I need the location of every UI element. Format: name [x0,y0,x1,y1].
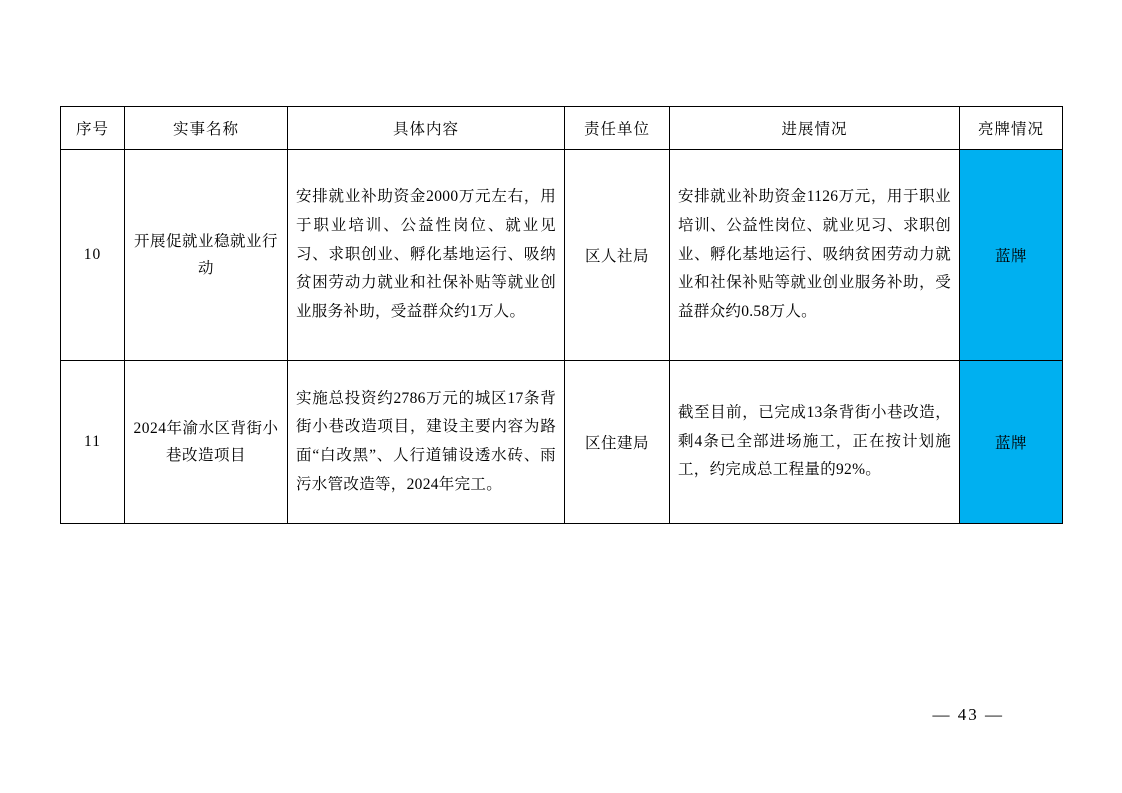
cell-flag-status: 蓝牌 [960,361,1063,524]
table-header-row [61,107,1063,150]
column-header-content: 具体内容 [288,107,565,150]
cell-flag-status: 蓝牌 [960,150,1063,361]
column-header-index: 序号 [61,107,125,150]
table-row [61,361,1063,524]
column-header-unit: 责任单位 [565,107,670,150]
cell-content: 实施总投资约2786万元的城区17条背街小巷改造项目，建设主要内容为路面“白改黑”、人行道铺设透水砖、雨污水管改造等，2024年完工。 [288,361,565,524]
cell-content: 安排就业补助资金2000万元左右，用于职业培训、公益性岗位、就业见习、求职创业、孵化基地运行、吸纳贫困劳动力就业和社保补贴等就业创业服务补助，受益群众约1万人。 [288,150,565,361]
cell-unit: 区人社局 [565,150,670,361]
cell-index: 10 [61,150,125,361]
column-header-progress: 进展情况 [670,107,960,150]
facts-progress-table [60,106,1063,524]
table-row [61,150,1063,361]
cell-name: 开展促就业稳就业行动 [125,150,288,361]
cell-unit: 区住建局 [565,361,670,524]
cell-index: 11 [61,361,125,524]
cell-name: 2024年渝水区背街小巷改造项目 [125,361,288,524]
page-number: — 43 — [932,705,1004,724]
cell-progress: 截至目前，已完成13条背街小巷改造，剩4条已全部进场施工，正在按计划施工，约完成总工程量的92%。 [670,361,960,524]
column-header-name: 实事名称 [125,107,288,150]
column-header-flag: 亮牌情况 [960,107,1063,150]
cell-progress: 安排就业补助资金1126万元，用于职业培训、公益性岗位、就业见习、求职创业、孵化基地运行、吸纳贫困劳动力就业和社保补贴等就业创业服务补助，受益群众约0.58万人。 [670,150,960,361]
